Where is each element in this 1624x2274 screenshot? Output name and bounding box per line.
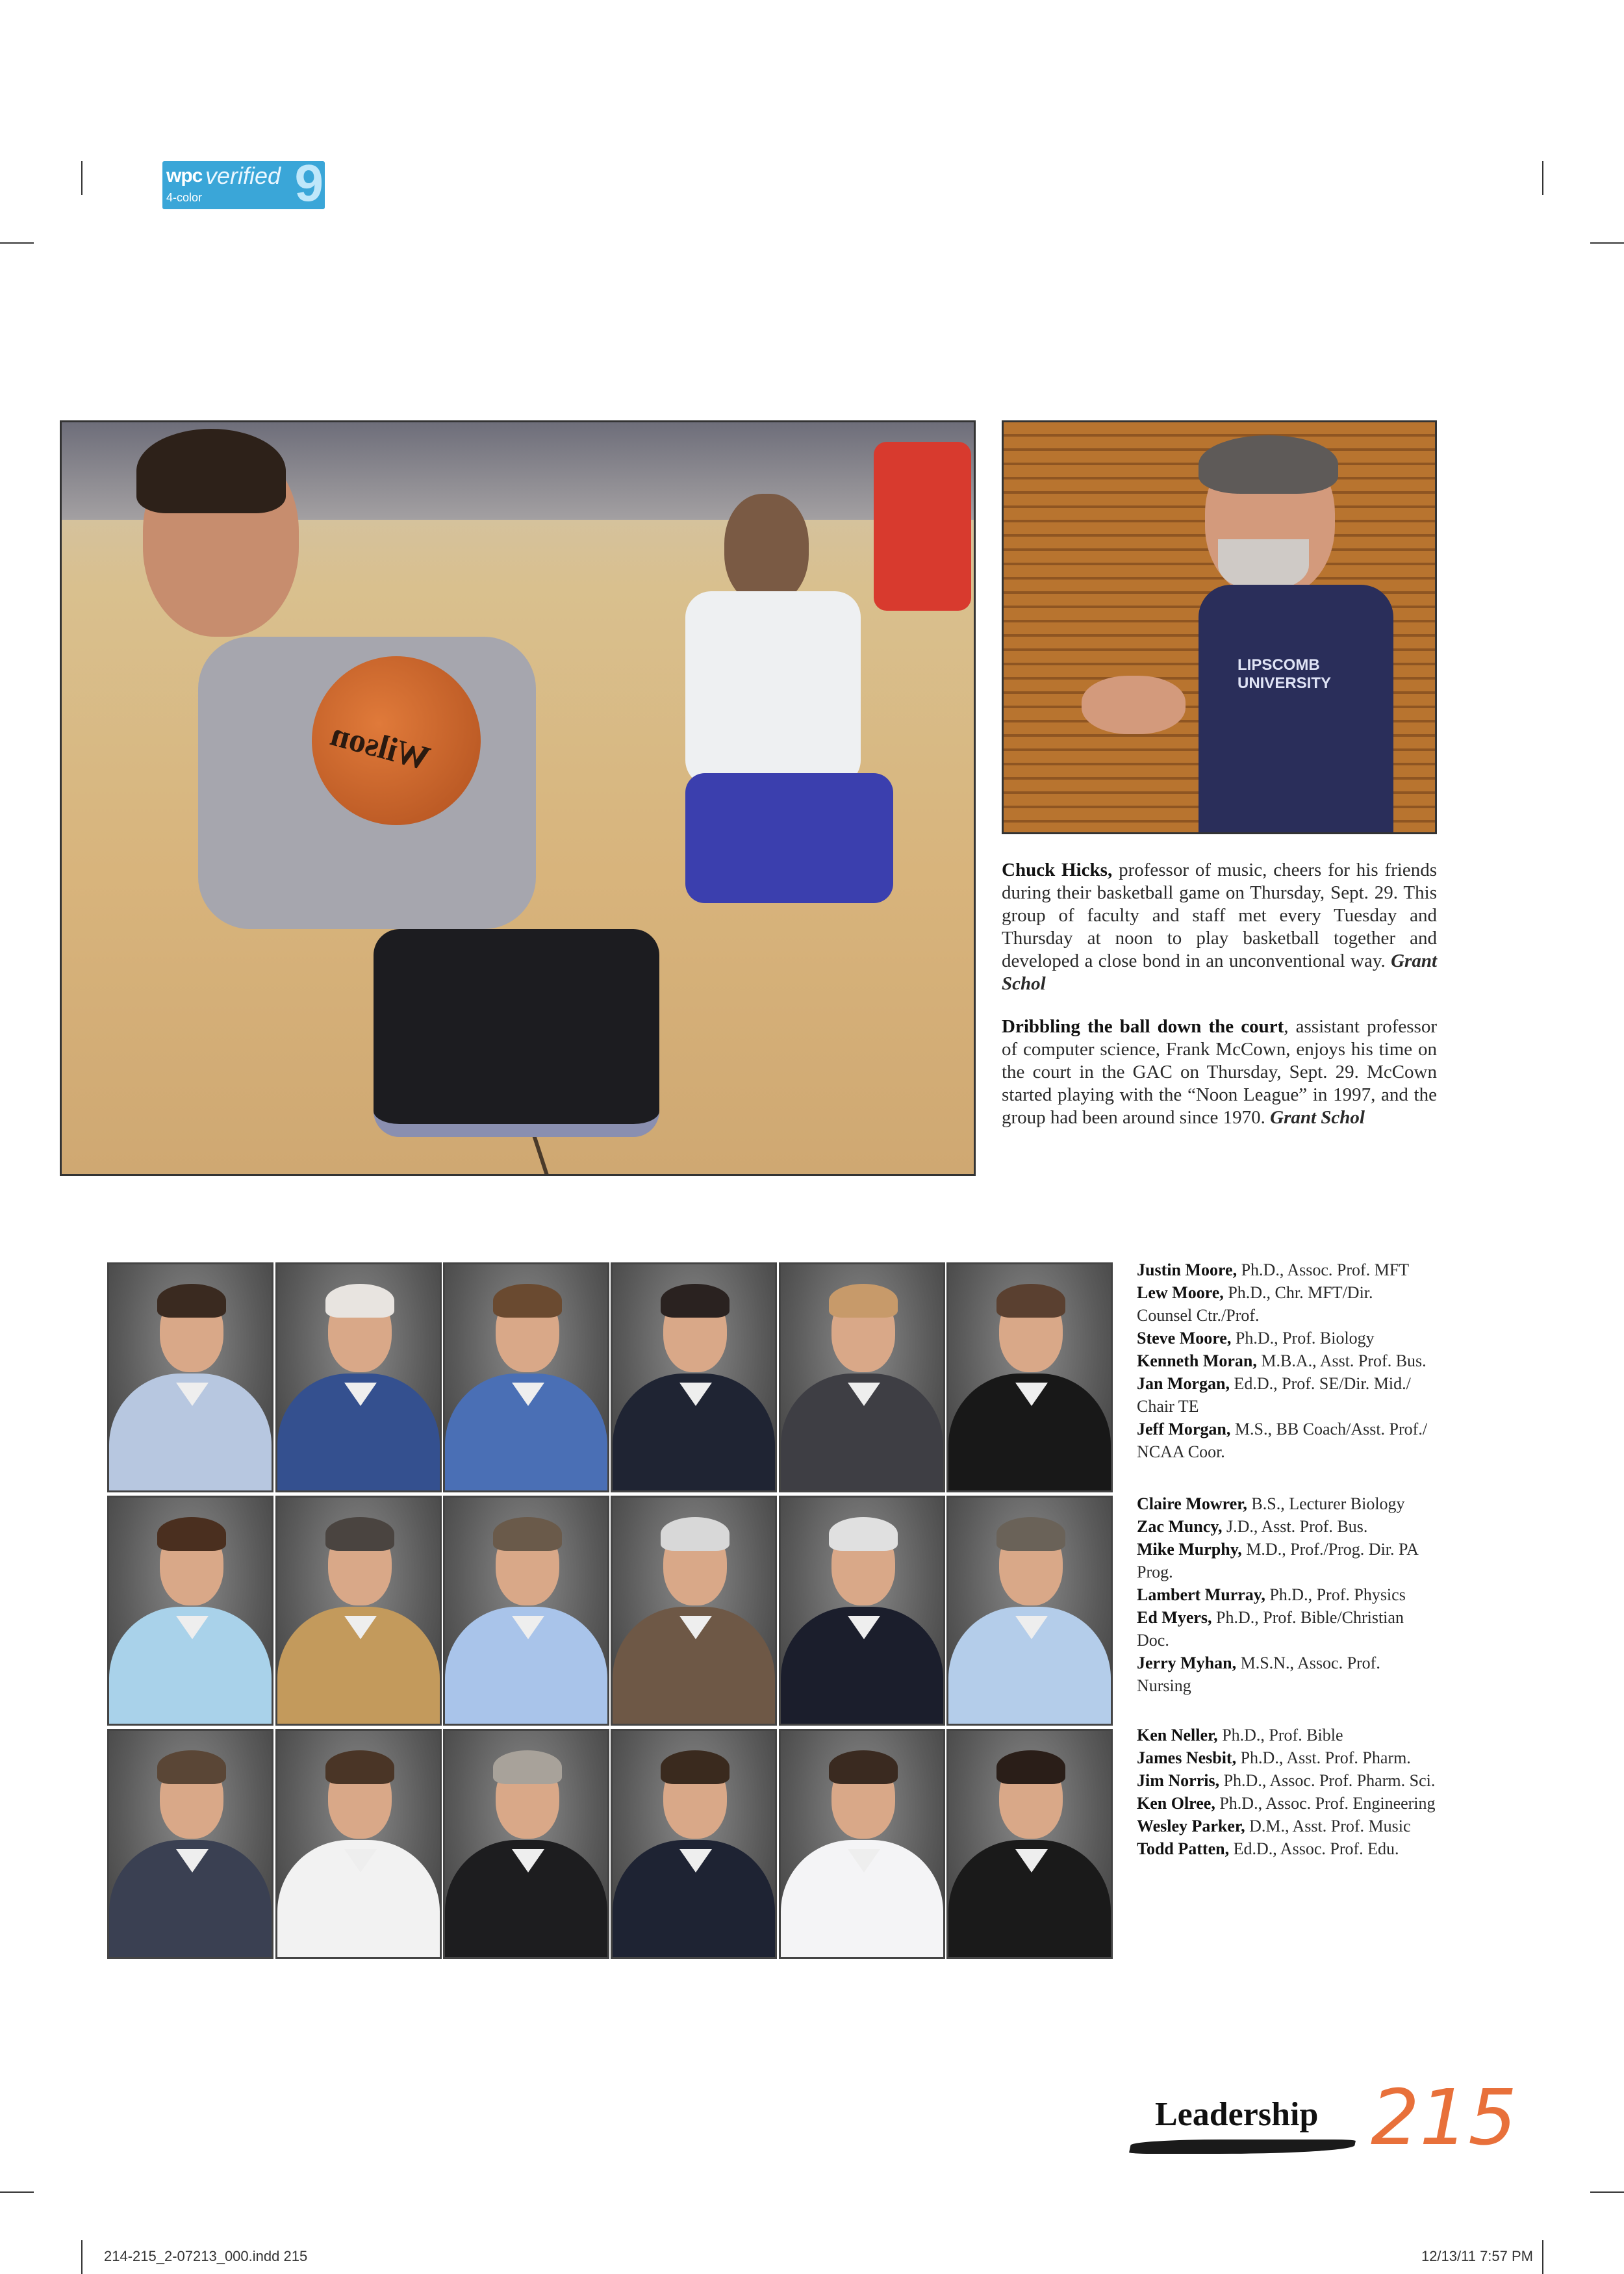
name-entry — [1137, 1515, 1419, 1538]
name-entry — [1137, 1561, 1419, 1583]
person-title: M.S., BB Coach/Asst. Prof./ — [1234, 1420, 1428, 1438]
logo-brand: wpc — [166, 165, 203, 186]
portrait-hair — [325, 1517, 394, 1551]
person-tank-top — [1199, 585, 1393, 834]
person-title: M.S.N., Assoc. Prof. — [1240, 1654, 1380, 1672]
portrait-hair — [996, 1750, 1065, 1784]
portrait-hair — [157, 1284, 226, 1318]
name-entry — [1137, 1492, 1419, 1515]
caption-text: professor of music, cheers for his friends during their basketball game on Thursday, Sept. 29. This group of faculty and staff met every Tuesday and Thursday at noon to play basketball together and developed a close bond in an unconventional way. — [1002, 860, 1437, 971]
faculty-portrait — [107, 1729, 273, 1959]
crop-mark — [1590, 2191, 1624, 2193]
person-name: Jeff Morgan, — [1137, 1420, 1231, 1438]
person-name: Ken Neller, — [1137, 1726, 1218, 1744]
person-title: Prog. — [1137, 1563, 1173, 1581]
faculty-portrait — [443, 1729, 609, 1959]
person-title: Ph.D., Asst. Prof. Pharm. — [1240, 1748, 1411, 1767]
portrait-hair — [493, 1517, 562, 1551]
person-name: Jan Morgan, — [1137, 1374, 1230, 1393]
portrait-hair — [157, 1750, 226, 1784]
caption-lead: Chuck Hicks, — [1002, 860, 1113, 880]
wpc-verified-logo — [162, 161, 325, 209]
player-head — [724, 494, 809, 604]
person-name: Claire Mowrer, — [1137, 1494, 1247, 1513]
crop-mark — [81, 2240, 82, 2274]
name-entry — [1137, 1538, 1419, 1561]
caption-lead: Dribbling the ball down the court — [1002, 1016, 1284, 1037]
slug-right: 12/13/11 7:57 PM — [1421, 2248, 1533, 2264]
person-title: Ph.D., Assoc. Prof. MFT — [1241, 1260, 1410, 1279]
person-name: Mike Murphy, — [1137, 1540, 1242, 1559]
player-shorts — [685, 773, 893, 903]
person-name: James Nesbit, — [1137, 1748, 1237, 1767]
logo-sub: 4-color — [166, 191, 203, 204]
person-name: Ken Olree, — [1137, 1794, 1215, 1813]
person-title: Chair TE — [1137, 1397, 1199, 1416]
name-entry — [1137, 1815, 1436, 1837]
person-name: Ed Myers, — [1137, 1608, 1212, 1627]
person-title: Ph.D., Assoc. Prof. Pharm. Sci. — [1223, 1771, 1436, 1790]
crop-mark — [0, 2191, 34, 2193]
person-name: Kenneth Moran, — [1137, 1351, 1257, 1370]
person-name: Todd Patten, — [1137, 1839, 1230, 1858]
person-title: M.B.A., Asst. Prof. Bus. — [1261, 1351, 1427, 1370]
person-beard — [1218, 539, 1309, 591]
portrait-hair — [996, 1517, 1065, 1551]
names-row-2 — [1137, 1492, 1419, 1697]
portrait-hair — [661, 1517, 730, 1551]
faculty-portrait — [443, 1496, 609, 1726]
portrait-hair — [829, 1750, 898, 1784]
faculty-portrait — [946, 1262, 1113, 1492]
name-entry — [1137, 1327, 1427, 1349]
section-title: Leadership — [1155, 2096, 1319, 2133]
caption-chuck-hicks — [1002, 859, 1437, 995]
person-name: Lew Moore, — [1137, 1283, 1224, 1302]
faculty-portrait — [275, 1496, 442, 1726]
faculty-portrait — [779, 1729, 945, 1959]
person-title: Ed.D., Prof. SE/Dir. Mid./ — [1234, 1374, 1411, 1393]
person-title: NCAA Coor. — [1137, 1442, 1225, 1461]
faculty-portrait — [611, 1729, 777, 1959]
names-row-1 — [1137, 1258, 1427, 1463]
chuck-hicks-photo — [1002, 420, 1437, 834]
person-hands — [1082, 676, 1186, 734]
logo-badge: 9 — [294, 161, 324, 209]
person-title: Ph.D., Assoc. Prof. Engineering — [1219, 1794, 1436, 1813]
basketball-photo — [60, 420, 976, 1176]
portrait-hair — [829, 1517, 898, 1551]
name-entry — [1137, 1629, 1419, 1652]
person-title: J.D., Asst. Prof. Bus. — [1226, 1517, 1368, 1536]
portrait-hair — [996, 1284, 1065, 1318]
person-title: Doc. — [1137, 1631, 1169, 1650]
faculty-portrait — [611, 1262, 777, 1492]
crop-mark — [1590, 242, 1624, 244]
brush-stroke — [1129, 2140, 1356, 2154]
shirt-text: LIPSCOMB UNIVERSITY — [1237, 656, 1332, 692]
person-name: Zac Muncy, — [1137, 1517, 1223, 1536]
caption-text: , assistant professor of computer science, Frank McCown, enjoys his time on the court in the GAC on Thursday, Sept. 29. McCown started playing with the “Noon League” in 1997, and the group had been around since 1970. — [1002, 1016, 1437, 1128]
name-entry — [1137, 1746, 1436, 1769]
person-title: Ph.D., Prof. Physics — [1269, 1585, 1406, 1604]
names-row-3 — [1137, 1724, 1436, 1860]
portrait-hair — [325, 1284, 394, 1318]
crop-mark — [0, 242, 34, 244]
crop-mark — [1542, 161, 1543, 195]
person-name: Jim Norris, — [1137, 1771, 1220, 1790]
name-entry — [1137, 1837, 1436, 1860]
photo-credit: Grant Schol — [1002, 951, 1438, 994]
person-name: Jerry Myhan, — [1137, 1654, 1237, 1672]
person-title: Ph.D., Prof. Bible — [1222, 1726, 1343, 1744]
name-entry — [1137, 1418, 1427, 1440]
person-name: Justin Moore, — [1137, 1260, 1237, 1279]
portrait-hair — [829, 1284, 898, 1318]
portrait-hair — [325, 1750, 394, 1784]
name-entry — [1137, 1792, 1436, 1815]
faculty-portrait — [611, 1496, 777, 1726]
crop-mark — [1542, 2240, 1543, 2274]
faculty-portrait — [275, 1262, 442, 1492]
person-title: Ph.D., Prof. Bible/Christian — [1216, 1608, 1404, 1627]
person-title: M.D., Prof./Prog. Dir. PA — [1246, 1540, 1419, 1559]
page-number: 215 — [1371, 2073, 1517, 2162]
name-entry — [1137, 1674, 1419, 1697]
basketball — [312, 656, 481, 825]
faculty-portrait — [779, 1262, 945, 1492]
person-title: Ed.D., Assoc. Prof. Edu. — [1233, 1839, 1399, 1858]
crop-mark — [81, 161, 82, 195]
name-entry — [1137, 1440, 1427, 1463]
photo-credit: Grant Schol — [1270, 1107, 1365, 1128]
portrait-hair — [493, 1284, 562, 1318]
caption-dribbling — [1002, 1016, 1437, 1129]
person-name: Steve Moore, — [1137, 1329, 1232, 1348]
slug-left: 214-215_2-07213_000.indd 215 — [104, 2248, 308, 2264]
person-title: B.S., Lecturer Biology — [1251, 1494, 1405, 1513]
name-entry — [1137, 1606, 1419, 1629]
name-entry — [1137, 1281, 1427, 1304]
person-name: Wesley Parker, — [1137, 1817, 1245, 1835]
person-hair — [1199, 435, 1338, 494]
faculty-portrait — [107, 1496, 273, 1726]
faculty-portrait — [275, 1729, 442, 1959]
name-entry — [1137, 1258, 1427, 1281]
name-entry — [1137, 1724, 1436, 1746]
player-red-shirt — [874, 442, 971, 611]
person-title: Nursing — [1137, 1676, 1191, 1695]
portrait-hair — [661, 1750, 730, 1784]
faculty-portrait — [107, 1262, 273, 1492]
portrait-hair — [661, 1284, 730, 1318]
name-entry — [1137, 1372, 1427, 1395]
faculty-portrait — [779, 1496, 945, 1726]
person-title: Ph.D., Chr. MFT/Dir. — [1228, 1283, 1373, 1302]
name-entry — [1137, 1769, 1436, 1792]
portrait-hair — [493, 1750, 562, 1784]
name-entry — [1137, 1349, 1427, 1372]
faculty-portrait — [946, 1729, 1113, 1959]
name-entry — [1137, 1652, 1419, 1674]
person-name: Lambert Murray, — [1137, 1585, 1265, 1604]
ball-brand-text: Wilson — [327, 715, 434, 778]
person-title: Counsel Ctr./Prof. — [1137, 1306, 1260, 1325]
player-shirt — [685, 591, 861, 786]
person-title: Ph.D., Prof. Biology — [1235, 1329, 1375, 1348]
faculty-portrait — [443, 1262, 609, 1492]
player-shorts — [374, 929, 659, 1137]
name-entry — [1137, 1304, 1427, 1327]
faculty-portrait — [946, 1496, 1113, 1726]
portrait-hair — [157, 1517, 226, 1551]
name-entry — [1137, 1395, 1427, 1418]
player-hair — [136, 429, 286, 513]
logo-word: verified — [205, 162, 281, 189]
name-entry — [1137, 1583, 1419, 1606]
person-title: D.M., Asst. Prof. Music — [1249, 1817, 1411, 1835]
